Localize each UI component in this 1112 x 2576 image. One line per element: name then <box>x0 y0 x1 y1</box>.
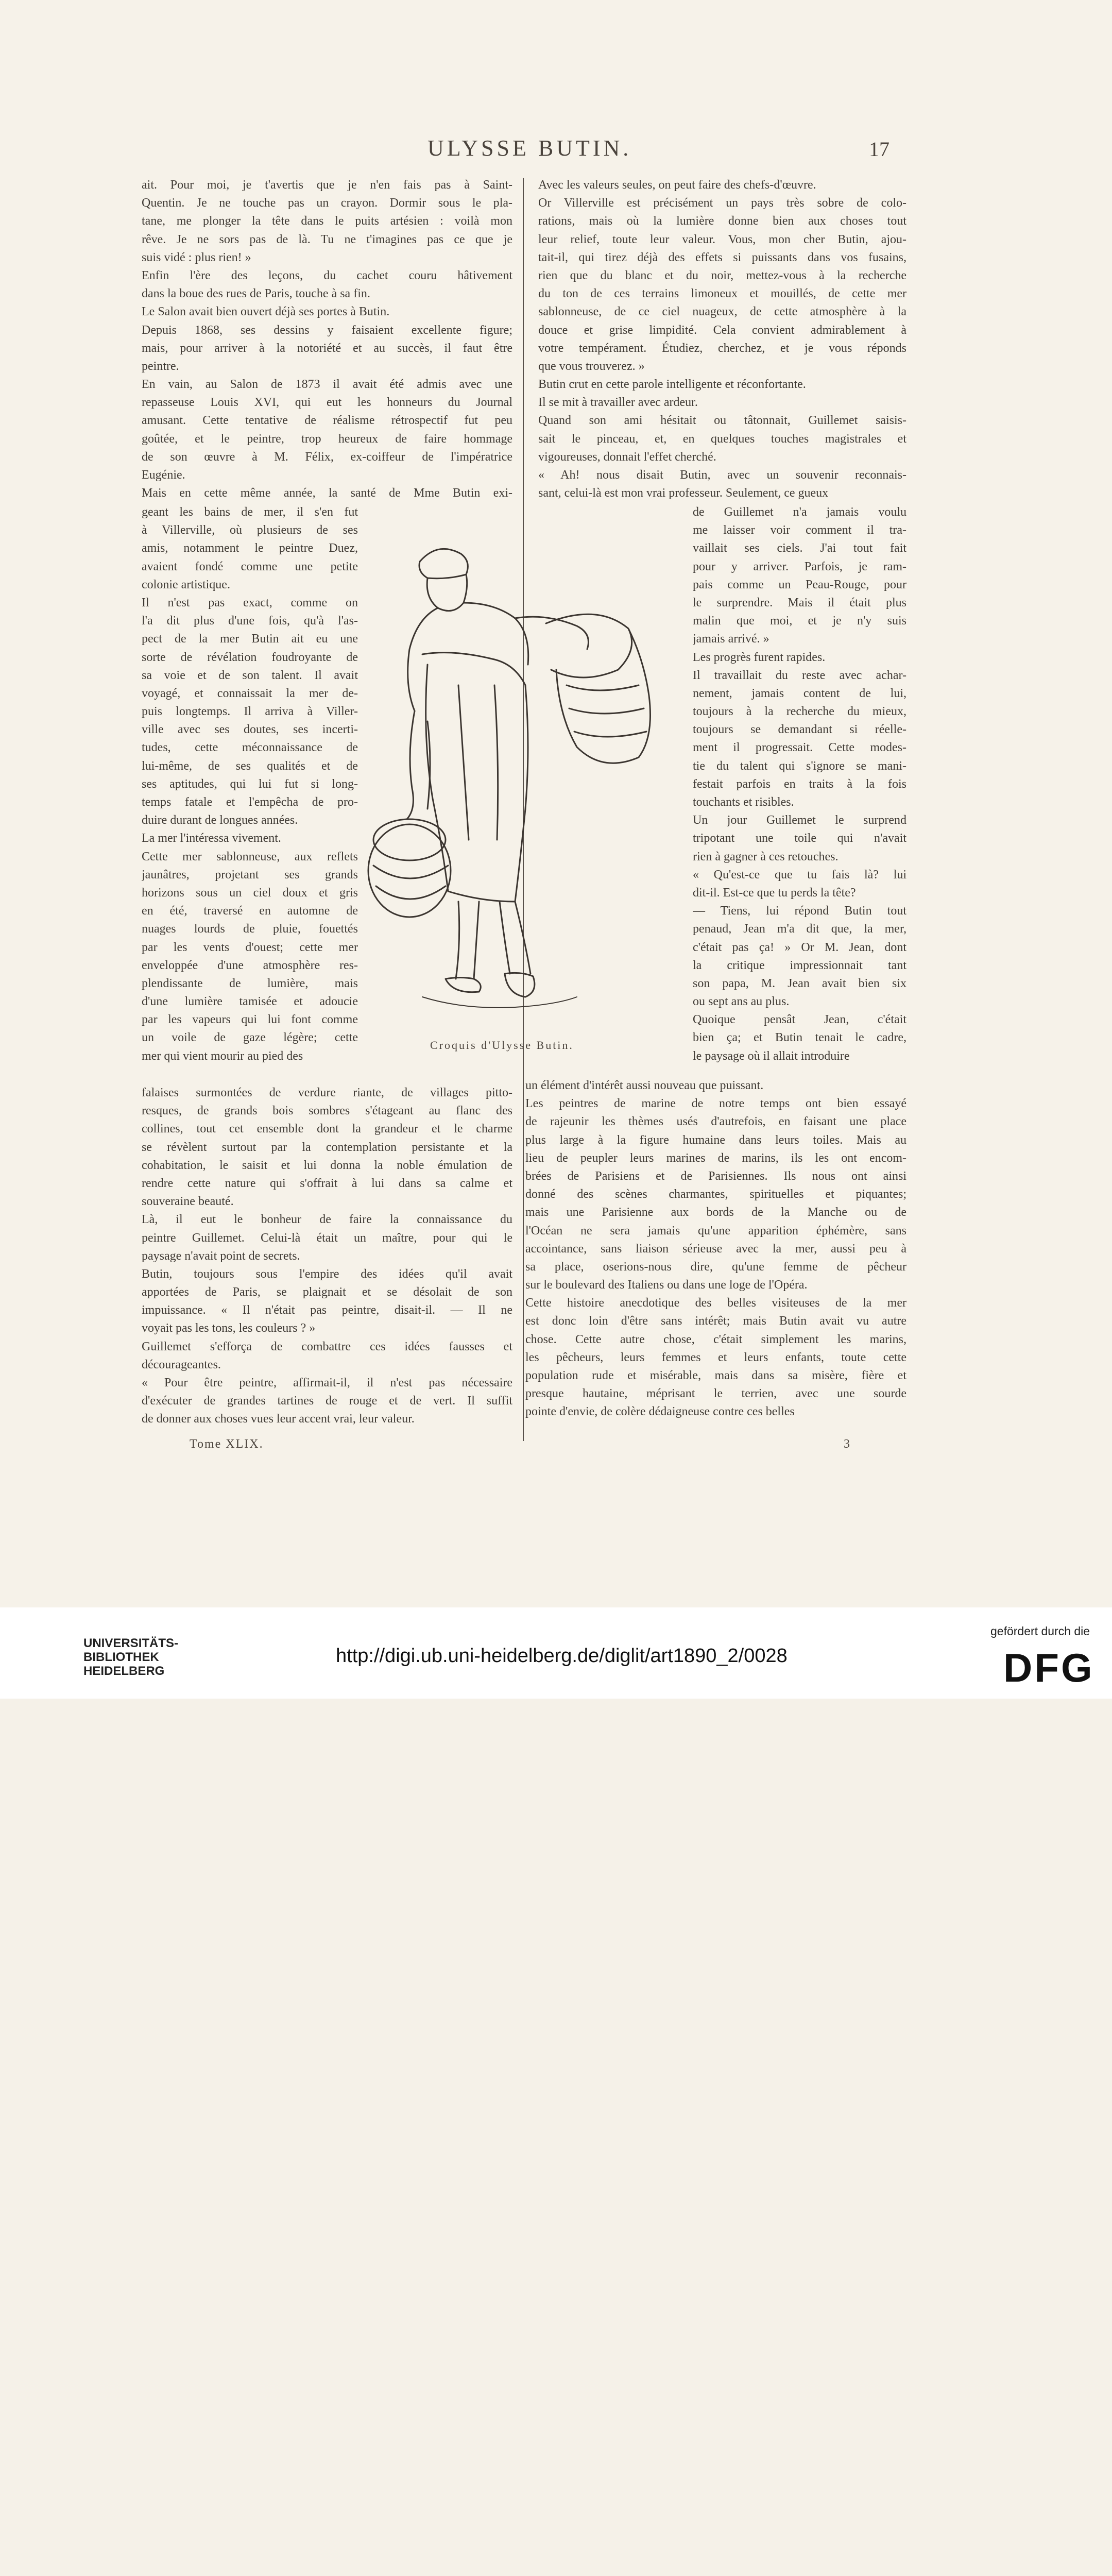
text-line: tie du talent qui s'ignore se mani- <box>693 759 906 773</box>
text-line: En vain, au Salon de 1873 il avait été admis avec une <box>142 378 512 392</box>
text-line: resques, de grands bois sombres s'étageant au flanc des <box>142 1104 512 1118</box>
text-line: Cette histoire anecdotique des belles visiteuses de la mer <box>525 1296 906 1310</box>
text-line: en été, traversé en automne de <box>142 904 358 918</box>
text-line: sorte de révélation foudroyante de <box>142 650 358 664</box>
text-line: Eugénie. <box>142 468 185 482</box>
text-line: malin que moi, et je n'y suis <box>693 614 906 628</box>
text-line: ville avec ses doutes, ses incerti- <box>142 723 358 737</box>
text-line: dans la boue des rues de Paris, touche à sa fin. <box>142 287 370 301</box>
text-line: ait. Pour moi, je t'avertis que je n'en fais pas à Saint- <box>142 178 512 192</box>
text-line: tripotant une toile qui n'avait <box>693 832 906 845</box>
text-line: par les vents d'ouest; cette mer <box>142 940 358 954</box>
text-line: les pêcheurs, leurs femmes et leurs enfants, toute cette <box>525 1350 906 1364</box>
text-line: Butin, toujours sous l'empire des idées qu'il avait <box>142 1267 512 1281</box>
text-line: se révèlent surtout par la contemplation persistante et la <box>142 1140 512 1154</box>
text-line: Or Villerville est précisément un pays très sobre de colo- <box>538 196 906 210</box>
sketch-figure <box>361 531 680 1036</box>
text-line: « Qu'est-ce que tu fais là? lui <box>693 868 906 882</box>
text-line: Les progrès furent rapides. <box>693 650 826 664</box>
text-line: geant les bains de mer, il s'en fut <box>142 505 358 519</box>
text-line: sa place, oserions-nous dire, qu'une femme de pêcheur <box>525 1260 906 1274</box>
text-line: repasseuse Louis XVI, qui eut les honneurs du Journal <box>142 396 512 410</box>
text-line: du ton de ces terrains limoneux et mouillés, de cette mer <box>538 287 906 301</box>
text-line: apportées de Paris, se plaignait et se désolait de son <box>142 1285 512 1299</box>
text-line: tait-il, qui tirez déjà des effets si puissants dans vos fusains, <box>538 250 906 264</box>
text-line: que vous trouverez. » <box>538 359 645 373</box>
signature-mark: 3 <box>844 1437 850 1451</box>
text-line: nement, jamais content de lui, <box>693 686 906 700</box>
source-url-link[interactable]: http://digi.ub.uni-heidelberg.de/diglit/art1890_2/0028 <box>336 1645 788 1667</box>
text-line: horizons sous un ciel doux et gris <box>142 886 358 900</box>
text-line: vaillait ses ciels. J'ai tout fait <box>693 541 906 555</box>
left-column-narrow <box>142 503 358 1065</box>
left-column-bottom <box>142 1084 512 1429</box>
page-number: 17 <box>869 138 889 161</box>
text-line: de son œuvre à M. Félix, ex-coiffeur de l'impératrice <box>142 450 512 464</box>
text-line: un voile de gaze légère; cette <box>142 1031 358 1045</box>
text-line: lui-même, de ses qualités et de <box>142 759 358 773</box>
text-line: Depuis 1868, ses dessins y faisaient excellente figure; <box>142 323 512 337</box>
text-line: accointance, sans liaison sérieuse avec la mer, aussi peu à <box>525 1242 906 1256</box>
text-line: brées de Parisiens et de Parisiennes. Ils nous ont ainsi <box>525 1169 906 1183</box>
text-line: Un jour Guillemet le surprend <box>693 814 906 827</box>
text-line: sablonneuse, de ce ciel nuageux, de cette atmosphère à la <box>538 305 906 319</box>
text-line: sant, celui-là est mon vrai professeur. Seulement, ce gueux <box>538 486 829 500</box>
text-line: votre tempérament. Étudiez, cherchez, et je vous réponds <box>538 341 906 355</box>
right-column-bottom <box>525 1077 906 1421</box>
text-line: touchants et risibles. <box>693 795 794 809</box>
text-line: Butin crut en cette parole intelligente et réconfortante. <box>538 378 806 392</box>
library-name-line-2: BIBLIOTHEK <box>83 1650 159 1664</box>
text-line: Enfin l'ère des leçons, du cachet couru hâtivement <box>142 268 512 282</box>
text-line: ses aptitudes, qui lui fut si long- <box>142 777 358 791</box>
library-name <box>83 1636 178 1678</box>
volume-label: Tome XLIX. <box>190 1437 264 1451</box>
text-line: — Tiens, lui répond Butin tout <box>693 904 906 918</box>
text-line: pour y arriver. Parfois, je ram- <box>693 560 906 573</box>
text-line: plus large à la figure humaine dans leurs toiles. Mais au <box>525 1133 906 1147</box>
text-line: enveloppée d'une atmosphère res- <box>142 958 358 972</box>
text-line: pect de la mer Butin ait eu une <box>142 632 358 646</box>
text-line: de donner aux choses vues leur accent vrai, leur valeur. <box>142 1412 415 1426</box>
text-line: peintre. <box>142 359 179 373</box>
text-line: chose. Cette autre chose, c'était simplement les marins, <box>525 1332 906 1346</box>
text-line: ment il progressait. Cette modes- <box>693 741 906 755</box>
text-line: d'exécuter de grandes tartines de rouge et de vert. Il suffit <box>142 1394 512 1408</box>
text-line: souveraine beauté. <box>142 1195 234 1209</box>
text-line: donné des scènes charmantes, spirituelles et piquantes; <box>525 1188 906 1201</box>
text-line: amusant. Cette tentative de réalisme rétrospectif fut peu <box>142 414 512 428</box>
text-line: la critique impressionnait tant <box>693 958 906 972</box>
text-line: par les vapeurs qui lui font comme <box>142 1013 358 1027</box>
text-line: rations, mais où la lumière donne bien aux choses tout <box>538 214 906 228</box>
left-column-top <box>142 176 512 502</box>
text-line: sa voie et de son talent. Il avait <box>142 668 358 682</box>
text-line: nuages lourds de pluie, fouettés <box>142 922 358 936</box>
text-line: décourageantes. <box>142 1358 221 1371</box>
text-line: Il se mit à travailler avec ardeur. <box>538 396 698 410</box>
text-line: douce et grise limpidité. Cela convient admirablement à <box>538 323 906 337</box>
funded-by-label: gefördert durch die <box>990 1624 1090 1638</box>
running-title: ULYSSE BUTIN. <box>427 135 632 161</box>
text-line: pointe d'envie, de colère dédaigneuse contre ces belles <box>525 1405 795 1419</box>
text-line: de rajeunir les thèmes usés d'autrefois, en faisant une place <box>525 1115 906 1129</box>
text-line: Quentin. Je ne touche pas un crayon. Dormir sous le pla- <box>142 196 512 210</box>
text-line: voyait pas les tons, les couleurs ? » <box>142 1321 316 1335</box>
text-line: « Pour être peintre, affirmait-il, il n'est pas nécessaire <box>142 1376 512 1389</box>
text-line: leur relief, toute leur valeur. Vous, mon cher Butin, ajou- <box>538 232 906 246</box>
text-line: mais une Parisienne aux bords de la Manche ou de <box>525 1206 906 1219</box>
text-line: Là, il eut le bonheur de faire la connaissance du <box>142 1213 512 1227</box>
text-line: Le Salon avait bien ouvert déjà ses portes à Butin. <box>142 305 390 319</box>
text-line: lieu de peupler leurs marines de marins, ils les ont encom- <box>525 1151 906 1165</box>
text-line: voyagé, et connaissait la mer de- <box>142 686 358 700</box>
figure-caption: Croquis d'Ulysse Butin. <box>430 1039 574 1052</box>
text-line: La mer l'intéressa vivement. <box>142 832 281 845</box>
text-line: temps fatale et l'empêcha de pro- <box>142 795 358 809</box>
text-line: toujours à la recherche du mieux, <box>693 705 906 719</box>
text-line: jaunâtres, projetant ses grands <box>142 868 358 882</box>
text-line: Avec les valeurs seules, on peut faire des chefs-d'œuvre. <box>538 178 816 192</box>
text-line: mer qui vient mourir au pied des <box>142 1049 303 1063</box>
text-line: bien ça; et Butin tenait le cadre, <box>693 1031 906 1045</box>
library-name-line-3: HEIDELBERG <box>83 1664 165 1678</box>
text-line: est donc loin d'être sans intérêt; mais Butin avait vu autre <box>525 1314 906 1328</box>
text-line: jamais arrivé. » <box>693 632 769 646</box>
text-line: Quoique pensât Jean, c'était <box>693 1013 906 1027</box>
text-line: Les peintres de marine de notre temps ont bien essayé <box>525 1097 906 1111</box>
text-line: à Villerville, où plusieurs de ses <box>142 523 358 537</box>
text-line: sur le boulevard des Italiens ou dans une loge de l'Opéra. <box>525 1278 808 1292</box>
text-line: ou sept ans au plus. <box>693 995 790 1009</box>
library-name-line-1: UNIVERSITÄTS- <box>83 1636 179 1650</box>
text-line: Cette mer sablonneuse, aux reflets <box>142 850 358 863</box>
text-line: peintre Guillemet. Celui-là était un maître, pour qui le <box>142 1231 512 1245</box>
text-line: presque hautaine, méprisant le terrien, avec une sourde <box>525 1387 906 1401</box>
text-line: rien que du blanc et du noir, mettez-vous à la recherche <box>538 268 906 282</box>
text-line: tane, me plonger la tête dans le puits artésien : voilà mon <box>142 214 512 228</box>
text-line: le surprendre. Mais il était plus <box>693 596 906 609</box>
text-line: « Ah! nous disait Butin, avec un souvenir reconnais- <box>538 468 906 482</box>
text-line: festait parfois en traits à la fois <box>693 777 906 791</box>
text-line: impuissance. « Il n'était pas peintre, disait-il. — Il ne <box>142 1303 512 1317</box>
text-line: l'a dit plus d'une fois, qu'à l'as- <box>142 614 358 628</box>
text-line: avaient fondé comme une petite <box>142 560 358 573</box>
text-line: le paysage où il allait introduire <box>693 1049 850 1063</box>
text-line: l'Océan ne sera jamais qu'une apparition éphémère, sans <box>525 1224 906 1238</box>
text-line: suis vidé : plus rien! » <box>142 250 251 264</box>
text-line: population rude et misérable, mais dans sa misère, fière et <box>525 1369 906 1382</box>
text-line: collines, tout cet ensemble dont la grandeur et le charme <box>142 1122 512 1136</box>
text-line: Guillemet s'efforça de combattre ces idées fausses et <box>142 1340 512 1353</box>
text-line: falaises surmontées de verdure riante, de villages pitto- <box>142 1086 512 1099</box>
text-line: Mais en cette même année, la santé de Mme Butin exi- <box>142 486 512 500</box>
dfg-logo: DFG <box>1003 1645 1094 1690</box>
text-line: penaud, Jean m'a dit que, la mer, <box>693 922 906 936</box>
text-line: tudes, cette méconnaissance de <box>142 741 358 755</box>
text-line: un élément d'intérêt aussi nouveau que puissant. <box>525 1079 764 1092</box>
text-line: dit-il. Est-ce que tu perds la tête? <box>693 886 856 900</box>
text-line: paysage n'avait point de secrets. <box>142 1249 300 1263</box>
text-line: Il travaillait du reste avec achar- <box>693 668 906 682</box>
text-line: me laisser voir comment il tra- <box>693 523 906 537</box>
text-line: rêve. Je ne sors pas de là. Tu ne t'imagines pas ce que je <box>142 232 512 246</box>
right-column-narrow <box>693 503 906 1065</box>
text-line: Il n'est pas exact, comme on <box>142 596 358 609</box>
text-line: goûtée, et le peintre, trop heureux de faire hommage <box>142 432 512 446</box>
text-line: cohabitation, le saisit et lui donna la noble émulation de <box>142 1158 512 1172</box>
right-column-top <box>538 176 906 502</box>
text-line: toujours se demandant si réelle- <box>693 723 906 737</box>
text-line: plendissante de lumière, mais <box>142 976 358 990</box>
text-line: de Guillemet n'a jamais voulu <box>693 505 906 519</box>
text-line: rendre cette nature qui s'offrait à lui dans sa calme et <box>142 1176 512 1190</box>
text-line: c'était pas ça! » Or M. Jean, dont <box>693 940 906 954</box>
text-line: duire durant de longues années. <box>142 814 298 827</box>
text-line: mais, pour arriver à la notoriété et au succès, il faut être <box>142 341 512 355</box>
text-line: colonie artistique. <box>142 578 230 591</box>
text-line: puis longtemps. Il arriva à Viller- <box>142 705 358 719</box>
text-line: d'une lumière tamisée et adoucie <box>142 995 358 1009</box>
text-line: Quand son ami hésitait ou tâtonnait, Guillemet saisis- <box>538 414 906 428</box>
text-line: vigoureuses, donnait l'effet cherché. <box>538 450 716 464</box>
text-line: son papa, M. Jean avait bien six <box>693 976 906 990</box>
text-line: pais comme un Peau-Rouge, pour <box>693 578 906 591</box>
text-line: rien à gagner à ces retouches. <box>693 850 839 863</box>
text-line: amis, notamment le peintre Duez, <box>142 541 358 555</box>
page-header <box>0 135 1112 166</box>
text-line: sait le pinceau, et, en quelques touches magistrales et <box>538 432 906 446</box>
